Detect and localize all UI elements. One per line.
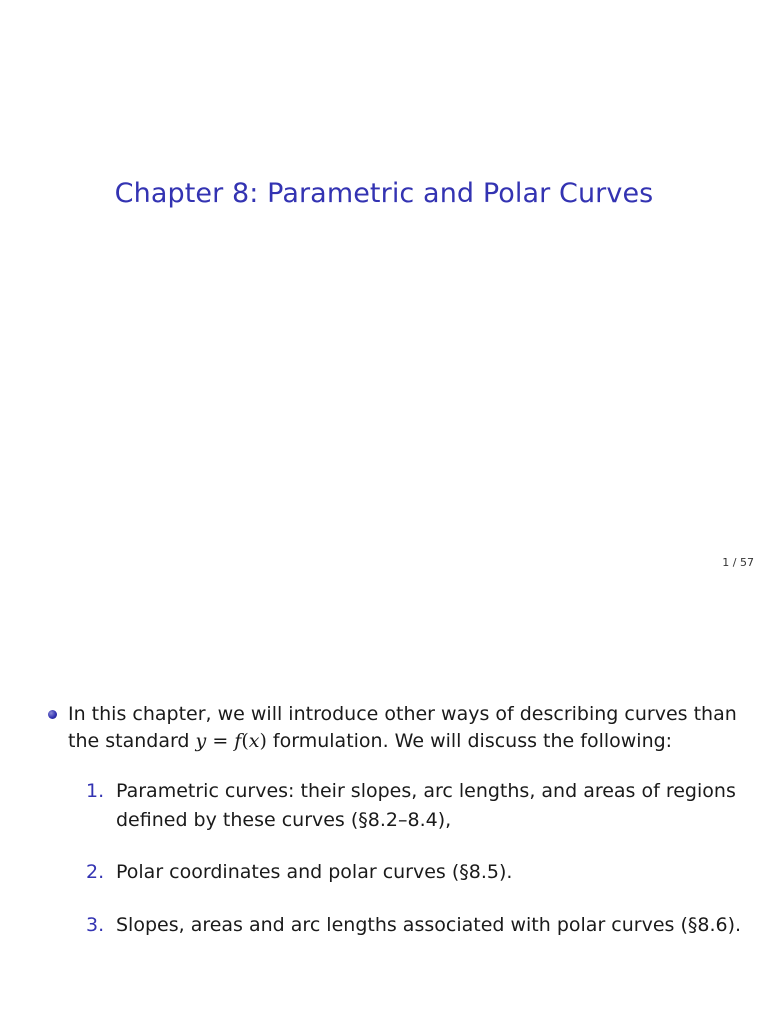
bullet-text <box>68 701 758 755</box>
bullet-text-part2: formulation. We will discuss the following: <box>266 730 673 752</box>
list-item <box>86 858 758 887</box>
math-close-paren: ) <box>259 730 267 752</box>
bullet-item <box>48 701 758 755</box>
list-item <box>86 911 758 940</box>
math-equals: = <box>206 730 235 752</box>
page-number: 1 / 57 <box>722 556 754 569</box>
list-item-text: Slopes, areas and arc lengths associated with polar curves (§8.6). <box>116 914 742 936</box>
list-item-number: 2. <box>86 861 105 883</box>
bullet-text-part1: In this chapter, we will introduce other ways of describing curves than the standard <box>68 703 737 752</box>
list-item-text: Parametric curves: their slopes, arc lengths, and areas of regions defined by these curves (§8.2–8.4), <box>116 780 736 831</box>
math-f: f <box>234 730 242 752</box>
math-x: x <box>248 730 260 752</box>
list-item-number: 1. <box>86 780 105 802</box>
list-item-text: Polar coordinates and polar curves (§8.5). <box>116 861 513 883</box>
math-y: y <box>195 730 207 752</box>
list-item-number: 3. <box>86 914 105 936</box>
math-open-paren: ( <box>241 730 249 752</box>
list-item <box>86 777 758 835</box>
bullet-ball-icon <box>48 710 57 719</box>
chapter-title: Chapter 8: Parametric and Polar Curves <box>114 178 654 209</box>
